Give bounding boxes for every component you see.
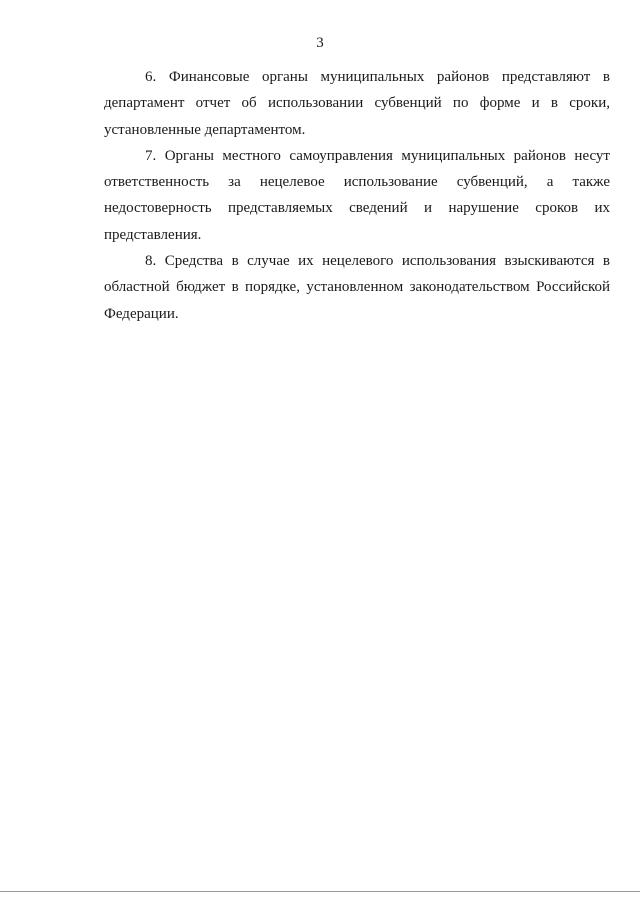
page-number: 3 — [316, 35, 324, 51]
scan-edge-line — [0, 891, 640, 892]
paragraph-6: 6. Финансовые органы муниципальных районов представляют в департамент отчет об использовании субвенций по форме и в сроки, установленные департаментом. — [104, 69, 610, 138]
paragraph-8: 8. Средства в случае их нецелевого использования взыскиваются в областной бюджет в порядке, установленном законодательством Российской Федерации. — [104, 253, 610, 322]
document-body — [104, 64, 610, 327]
paragraph-7: 7. Органы местного самоуправления муниципальных районов несут ответственность за нецелевое использование субвенций, а также недостоверность представляемых сведений и нарушение сроков их представления. — [104, 147, 610, 243]
